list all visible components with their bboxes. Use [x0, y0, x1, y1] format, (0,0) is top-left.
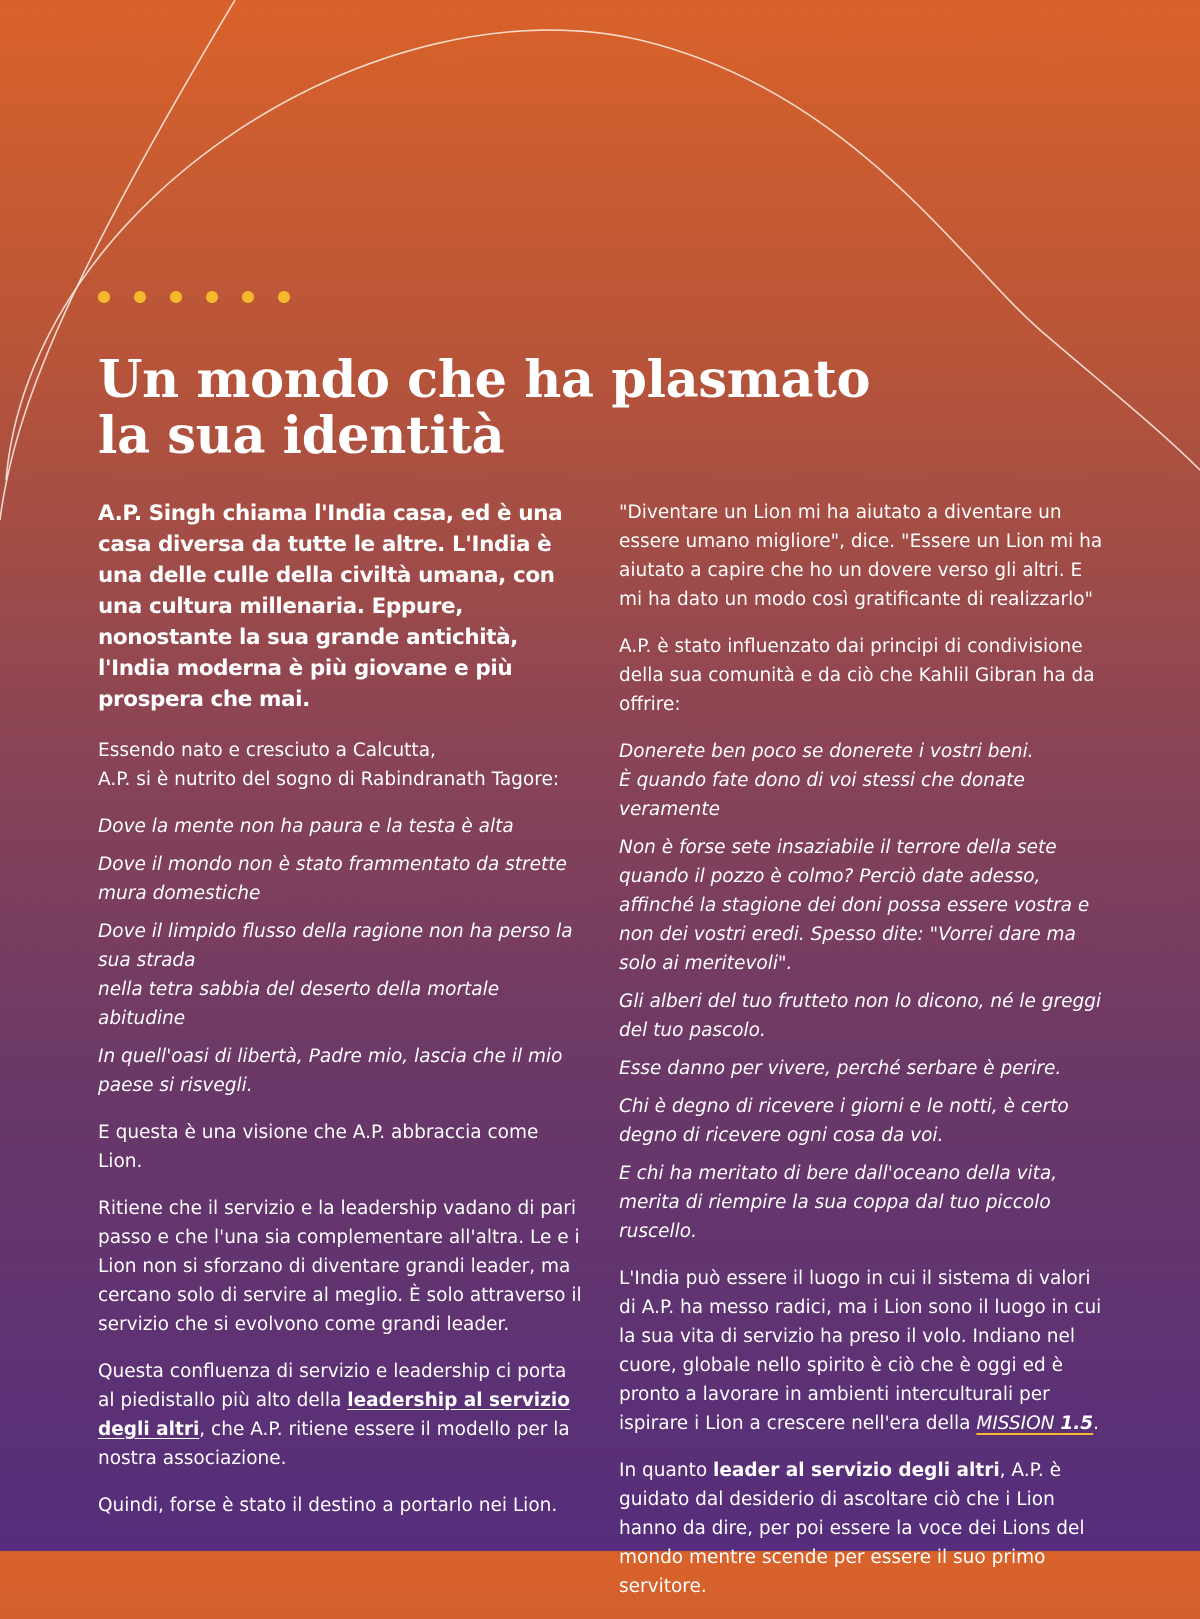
- destiny-paragraph: Quindi, forse è stato il destino a portarlo nei Lion.: [98, 1495, 558, 1516]
- dot: [170, 291, 182, 303]
- confluence-text: , che A.P. ritiene essere il modello per la nostra associazione.: [98, 1419, 570, 1469]
- gibran-line: È quando fate dono di voi stessi che donate veramente: [619, 770, 1025, 820]
- service-paragraph: Ritiene che il servizio e la leadership vadano di pari passo e che l'una sia complementare all'altra. Le e i Lion non si sforzano di diventare grandi leader, ma cercano solo di servire al meglio. È solo attraverso il servizio che si evolvono come grandi leader.: [98, 1198, 582, 1335]
- closing-text: In quanto: [619, 1460, 714, 1481]
- decorative-dots: [98, 291, 290, 303]
- title-line-2: la sua identità: [98, 406, 505, 466]
- dot: [278, 291, 290, 303]
- closing-text: , A.P. è guidato dal desiderio di ascoltare ciò che i Lion hanno da dire, per poi essere la voce dei Lions del mondo mentre scende per essere il suo primo servitore.: [619, 1460, 1085, 1597]
- india-text: L'India può essere il luogo in cui il sistema di valori di A.P. ha messo radici, ma i Lion sono il luogo in cui la sua vita di servizio ha preso il volo. Indiano nel cuore, globale nello spirito è ciò che è oggi ed è pronto a lavorare in ambienti interculturali per ispirare i Lion a crescere nell'era della: [619, 1268, 1102, 1434]
- intro-paragraph: [98, 736, 583, 794]
- left-column: [98, 498, 583, 1538]
- gibran-line: Donerete ben poco se donerete i vostri beni.: [619, 741, 1034, 762]
- poem-line: In quell'oasi di libertà, Padre mio, lascia che il mio paese si risvegli.: [98, 1046, 563, 1096]
- gibran-stanza: [619, 737, 1104, 824]
- gibran-line: Chi è degno di ricevere i giorni e le notti, è certo degno di ricevere ogni cosa da voi.: [619, 1096, 1069, 1146]
- right-column: [619, 498, 1104, 1619]
- mission-number: 1.5: [1060, 1413, 1094, 1434]
- servant-leadership-link[interactable]: leadership al servizio degli altri: [98, 1390, 570, 1440]
- mission-word: MISSION: [976, 1413, 1055, 1434]
- dot: [134, 291, 146, 303]
- confluence-paragraph: [98, 1357, 583, 1473]
- dot: [242, 291, 254, 303]
- poem-line: Dove la mente non ha paura e la testa è alta: [98, 816, 514, 837]
- intro-line-2: A.P. si è nutrito del sogno di Rabindranath Tagore:: [98, 769, 560, 790]
- influence-paragraph: A.P. è stato influenzato dai principi di condivisione della sua comunità e da ciò che Kahlil Gibran ha da offrire:: [619, 636, 1095, 715]
- closing-bold: leader al servizio degli altri: [713, 1460, 1000, 1481]
- gibran-line: E chi ha meritato di bere dall'oceano della vita, merita di riempire la sua coppa dal tuo piccolo ruscello.: [619, 1163, 1058, 1242]
- closing-paragraph: [619, 1456, 1104, 1601]
- dot: [206, 291, 218, 303]
- dot: [98, 291, 110, 303]
- gibran-line: Non è forse sete insaziabile il terrore della sete quando il pozzo è colmo? Perciò date adesso, affinché la stagione dei doni possa essere vostra e non dei vostri eredi. Spesso dite: "Vorrei dare ma solo ai meritevoli".: [619, 837, 1090, 974]
- india-paragraph: [619, 1264, 1104, 1438]
- poem-line: Dove il mondo non è stato frammentato da strette mura domestiche: [98, 854, 567, 904]
- india-text: .: [1093, 1413, 1100, 1434]
- poem-line: Dove il limpido flusso della ragione non ha perso la sua strada: [98, 921, 573, 971]
- gibran-line: Gli alberi del tuo frutteto non lo dicono, né le greggi del tuo pascolo.: [619, 991, 1102, 1041]
- vision-paragraph: E questa è una visione che A.P. abbraccia come Lion.: [98, 1122, 539, 1172]
- confluence-text: Questa confluenza di servizio e leadership ci porta al piedistallo più alto della: [98, 1361, 567, 1411]
- quote-paragraph: "Diventare un Lion mi ha aiutato a diventare un essere umano migliore", dice. "Essere un Lion mi ha aiutato a capire che ho un dovere verso gli altri. E mi ha dato un modo così gratificante di realizzarlo": [619, 502, 1103, 610]
- gibran-line: Esse danno per vivere, perché serbare è perire.: [619, 1058, 1062, 1079]
- mission-link[interactable]: [976, 1413, 1093, 1434]
- page-title: [98, 352, 870, 464]
- title-line-1: Un mondo che ha plasmato: [98, 350, 871, 410]
- poem-stanza: [98, 917, 583, 1033]
- poem-line: nella tetra sabbia del deserto della mortale abitudine: [98, 979, 500, 1029]
- intro-line-1: Essendo nato e cresciuto a Calcutta,: [98, 740, 436, 761]
- lead-paragraph: A.P. Singh chiama l'India casa, ed è una casa diversa da tutte le altre. L'India è una delle culle della civiltà umana, con una cultura millenaria. Eppure, nonostante la sua grande antichità, l'India moderna è più giovane e più prospera che mai.: [98, 501, 563, 712]
